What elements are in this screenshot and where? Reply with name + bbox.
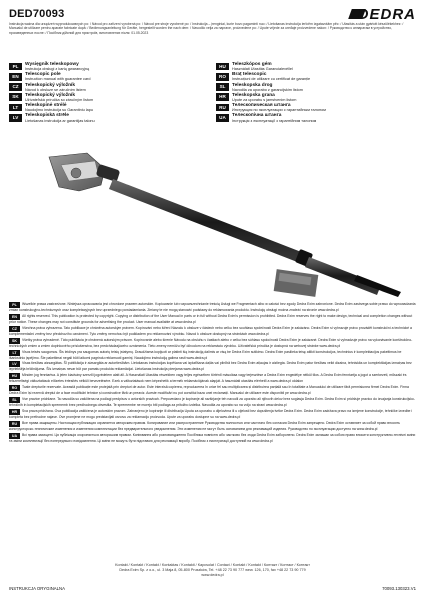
language-code: RU — [216, 104, 229, 112]
copyright-paragraph — [9, 302, 416, 313]
document-footer — [9, 586, 416, 596]
document-code: 70093.130323.V1 — [382, 586, 416, 591]
title-column-left — [9, 62, 209, 124]
product-subtitle: Instrukcja obsługi z kartą gwarancyjną — [25, 67, 90, 72]
copyright-text: Всі права захищені. Ця публікація охороняється авторським правом. Копіювання або розповсюдження Посібника повністю або частково без згоди Dedra Exim заборонено. Dedra Exim залишає за собою право вносити конструктивно-технічні зміни та зміни комплектації без попереднього повідомлення. Ці зміни не можуть бути підставою для рекламації виробу. Посібник з експлуатації доступний на www.dedra.pl — [9, 432, 416, 443]
language-code: HU — [9, 373, 20, 379]
contact-heading: Kontakt / Kontakt / Kontakt / Kontaktas / Kontakti / Kapcsolat / Contact / Kontakt / Kontakt / Контакт / Контакт / Контакт — [115, 563, 310, 567]
language-code: RO — [216, 73, 229, 81]
copyright-text: Všechna práva vyhrazena. Tato publikace je chráněna autorským právem. Kopírování nebo šíření Návodu k obsluze v částech nebo celku bez souhlasu společnosti Dedra Exim je zakázáno. Dedra Exim si vyhrazuje právo provádět konstrukční a technické a komplementační změny bez předchozího oznámení. Tyto změny nemohou být podkladem pro reklamování výrobku. Návod k obsluze dostupný na stránkách www.dedra.pl — [9, 325, 412, 336]
language-code: SL — [9, 397, 20, 403]
product-subtitle: Інструкція з експлуатації з гарантійним талоном — [232, 118, 317, 123]
copyright-text: Minden jog fenntartva. A jelen kiadvány szerzői jogvédelem alatt áll. A Használati Utasítás részekben vagy teljes egészében történő másolása vagy terjesztése a Dedra Exim engedélye nélkül tilos. A Dedra Exim fenntartja a jogot a szerkezeti, műszaki és felszereltségi változtatások előzetes értesítés nélküli bevezetésére. Ezek a változtatások nem képezhetik a termék reklamációjának alapját. A használati utasítás elérhető a www.dedra.pl oldalon — [9, 373, 407, 384]
language-code: LV — [9, 361, 20, 367]
copyright-paragraph — [9, 385, 416, 396]
product-subtitle: Užívateľská príručka so záručným listom — [25, 98, 94, 103]
language-code: LV — [9, 114, 22, 122]
product-subtitle: Návod k obsluze se záručním listem — [25, 87, 86, 92]
product-subtitle: Navodila za uporabo z garancijskim listom — [232, 87, 303, 92]
language-code: PL — [9, 302, 20, 308]
copyright-text: All rights reserved. This publication is protected by copyright. Copying or distribution of the User Manual in parts or in full without Dedra Exim's permission is prohibited. Dedra Exim reserves the right to make design, technical and completion changes without prior notice. These changes may not constitute grounds for advertising the product. User manual available at www.dedra.pl — [9, 313, 413, 324]
title-row — [216, 72, 416, 82]
product-subtitle: Upute za uporabu s jamstvenim listom — [232, 98, 297, 103]
product-title: Telescopic pole — [25, 72, 61, 78]
validity-note: Instrukcja ważna dla urządzeń wyprodukowanych po: / Návod pro zařízení vyrobená po: / Návod pre stroje vyrobené po: / Instrukcija – įrenginiai, kurie buvo pagaminti nuo: / Lietošanas instrukcija ierīcēm izgatavotām pēc: / Utasítás a után gyártott készülékekhez: / Manualul de utilizare pentru aparate fabricate după: / Bedienungsanleitung für Geräte, hergestellt worden the nach dem: / Navodilo velja za naprave, proizvedene po: / Upute vrijede za uređaje proizvedene nakon: / Руководство к аппаратам в устройство, произведенных после: / Посібник дійсний для пристроїв, виготовлених після: 01.05.2023 — [9, 22, 404, 35]
model-number: DED70093 — [9, 8, 65, 20]
copyright-paragraph — [9, 350, 416, 361]
product-subtitle: Instrucțiuni de utilizare cu certificat de garanție — [232, 77, 311, 82]
product-title: Teleskopický výložník — [25, 92, 76, 98]
product-title: Teleskopska grana — [232, 92, 275, 98]
language-code: EN — [9, 73, 22, 81]
title-row — [9, 72, 209, 82]
product-title: Телескопическая штанга — [232, 103, 291, 109]
copyright-text: Wszelkie prawa zastrzeżone. Niniejsza opracowania jest chronione prawem autorskim. Kopiowanie lub rozpowszechnianie treścią Usługi we Fragmentach albo w całości bez zgody Dedra Exim zabronione. Dedra Exim zastrzega sobie prawo do wprowadzania zmian konstrukcyjno-technicznych oraz kompletacyjnych bez uprzedniego powiadamiania. Zmiany te nie mogą stanowić podstawy do reklamowania produktu. Instrukcję obsługi można znaleźć na stronie www.dedra.pl — [9, 302, 416, 312]
title-row — [9, 62, 209, 72]
product-illustration — [9, 147, 416, 297]
product-title: Teleskopska drog — [232, 82, 273, 88]
language-code: CZ — [9, 83, 22, 91]
language-code: LT — [9, 350, 20, 356]
title-row — [216, 103, 416, 113]
title-row — [216, 83, 416, 93]
language-code: RO — [9, 385, 20, 391]
product-title: Teleskopiskā strēle — [25, 113, 69, 119]
copyright-paragraph — [9, 409, 416, 420]
title-row — [216, 93, 416, 103]
website-link[interactable]: www.dedra.pl — [201, 572, 224, 577]
company-address: Dedra Exim Sp. z o.o., ul. 3 Maja 8, 05-800 Pruszków, Tel. +48 22 73 90 777 wew. 126, 170, fax +48 22 73 90 779 — [119, 567, 306, 572]
language-code: HR — [216, 93, 229, 101]
copyright-paragraph — [9, 338, 416, 349]
copyright-paragraph — [9, 421, 416, 432]
product-title: Wysięgnik teleskopowy — [25, 62, 79, 67]
language-code: SL — [216, 83, 229, 91]
copyright-text: Toate drepturile rezervate. Această publicație este protejată prin drepturi de autor. Este interzisă copierea, reproducerea în orice fel sau multiplicarea și distribuirea parțială sau în totalitate a Manualului de utilizare fără permisiunea firmei Dedra Exim. Firma Dedra Exim își rezervă dreptul de a face modificări tehnice și constructive fără un preaviz. Aceste modificări nu pot constitui baza unei reclamații. Manualul de utilizare este disponibil pe www.dedra.pl — [9, 385, 409, 396]
product-title: Телескопічна штанга — [232, 113, 282, 119]
title-row — [9, 93, 209, 103]
copyright-text: Sva prava pridržana. Ova publikacija zaštićena je autorskim pravom. Zabranjeno je kopiranje ili distribucija Uputa za uporabu u dijelovima ili u cijelosti bez dopuštenja tvrtke Dedra Exim. Dedra Exim zadržava pravo na izmjene konstrukcije, tehničke izvedbe i kompleta bez prethodne najave. Ove promjene ne mogu predstavljati osnovu za reklamaciju proizvoda. Upute za uporabu dostupne su na www.dedra.pl — [9, 409, 413, 420]
product-subtitle: Instruction manual with guarantee card — [25, 77, 91, 82]
copyright-paragraph — [9, 361, 416, 372]
language-code: CZ — [9, 326, 20, 332]
language-code: LT — [9, 104, 22, 112]
copyright-section — [9, 302, 416, 445]
language-code: SK — [9, 93, 22, 101]
language-code: UA — [216, 114, 229, 122]
title-row — [9, 83, 209, 93]
pole-head — [49, 153, 120, 191]
product-subtitle: Инструкция по эксплуатации с гарантийным талоном — [232, 108, 326, 113]
title-row — [216, 62, 416, 72]
copyright-text: Все права защищены. Настоящая публикация охраняется авторским правом. Копирование или распространение Руководства полностью или частично без согласия Dedra Exim запрещено. Dedra Exim оставляет за собой право вносить конструкторско-технические изменения и изменения комплектации без предварительного уведомления. Эти изменения не могут быть основанием для рекламаций изделия. Руководство по эксплуатации доступно на www.dedra.pl — [9, 420, 400, 431]
copyright-text: Visos teisės saugomos. Šis leidinys yra saugomas autorių teisių įstatymų. Draudžiama kopijuoti ar platinti šią instrukciją dalimis ar visą be Dedra Exim sutikimo. Dedra Exim pasilieka teisę atlikti konstrukcijos, techninius ir komplektacijos pakeitimus be išankstinio įspėjimo. Šie pakeitimai negali būti laikomi pagrindu reklamuoti gaminį. Naudojimo instrukciją galima rasti www.dedra.pl — [9, 349, 402, 360]
language-code: HU — [216, 63, 229, 71]
title-row — [9, 113, 209, 123]
copyright-paragraph — [9, 373, 416, 384]
language-code: UA — [9, 433, 20, 439]
pole-tube-upper — [109, 179, 309, 265]
contact-footer — [9, 563, 416, 577]
product-subtitle: Naudojimo instrukcija su Garantiniu lapu — [25, 108, 93, 113]
copyright-paragraph — [9, 433, 416, 444]
title-row — [216, 113, 416, 123]
language-code: RU — [9, 421, 20, 427]
original-instruction-label: INSTRUKCJA ORYGINALNA — [9, 586, 66, 591]
language-code: SK — [9, 338, 20, 344]
copyright-paragraph — [9, 397, 416, 408]
brand-logo: DEDRA — [357, 6, 416, 23]
title-row — [9, 103, 209, 113]
copyright-paragraph — [9, 314, 416, 325]
copyright-text: Všetky práva vyhradené. Táto publikácia je chránená autorským právom. Kopírovanie alebo šírenie Návodu na obsluhu v častiach alebo v celku bez súhlasu spoločnosti Dedra Exim je zakázané. Dedra Exim si vyhradzuje právo na vykonávanie konštrukčno-technických zmien a zmien doplnkového príslušenstva, bez predchádzajúceho oznámenia. Tieto zmeny nemôžu byť dôvodom na reklamáciu výrobku. Užívateľská príručka je dostupná na webovej stránke www.dedra.pl — [9, 337, 413, 348]
telescopic-pole-image — [9, 147, 416, 297]
copyright-paragraph — [9, 326, 416, 337]
product-title: Braț telescopic — [232, 72, 267, 78]
title-column-right — [216, 62, 416, 124]
product-title: Teleskopický výložník — [25, 82, 76, 88]
language-code: PL — [9, 63, 22, 71]
title-grid — [9, 62, 416, 144]
language-code: EN — [9, 314, 20, 320]
product-title: Teleszkópos gém — [232, 62, 272, 67]
product-title: Teleskopinė strėlė — [25, 103, 67, 109]
product-subtitle: Lietošanas instrukcija ar garantijas talonu — [25, 118, 95, 123]
copyright-text: Visas tiesības aizsargātas. Šī publikācija ir aizsargāta ar autortiesībām. Lietošanas instrukcijas kopēšana vai izplatīšana daļās vai pilnībā bez Dedra Exim atļaujas ir aizliegta. Dedra Exim patur tiesības veikt dizaina, tehniskās un komplektācijas izmaiņas bez iepriekšēja brīdinājuma. Šīs izmaiņas nevar būt par pamatu produkta reklamācijai. Lietošanas instrukcija pieejama www.dedra.pl — [9, 361, 412, 372]
copyright-text: Vse pravice pridržane. Ta navodila so zaščitena na podlagi predpisov o avtorskih pravicah. Prepovedano je kopiranje ali razširjanje teh navodil za uporabo ali njihovih delov brez soglasja Dedra Exim. Dedra Exim si pridržuje pravico do izvajanja konstrukcijsko-tehničnih in kompletacijskih sprememb brez predhodnega obvestila. Te spremembe ne morejo biti podlaga za pritožbo izdelka. Navodila za uporabo so na voljo na strani www.dedra.pl — [9, 397, 415, 408]
product-subtitle: Használati Utasítás Garancialevéllel — [232, 67, 293, 72]
language-code: HR — [9, 409, 20, 415]
